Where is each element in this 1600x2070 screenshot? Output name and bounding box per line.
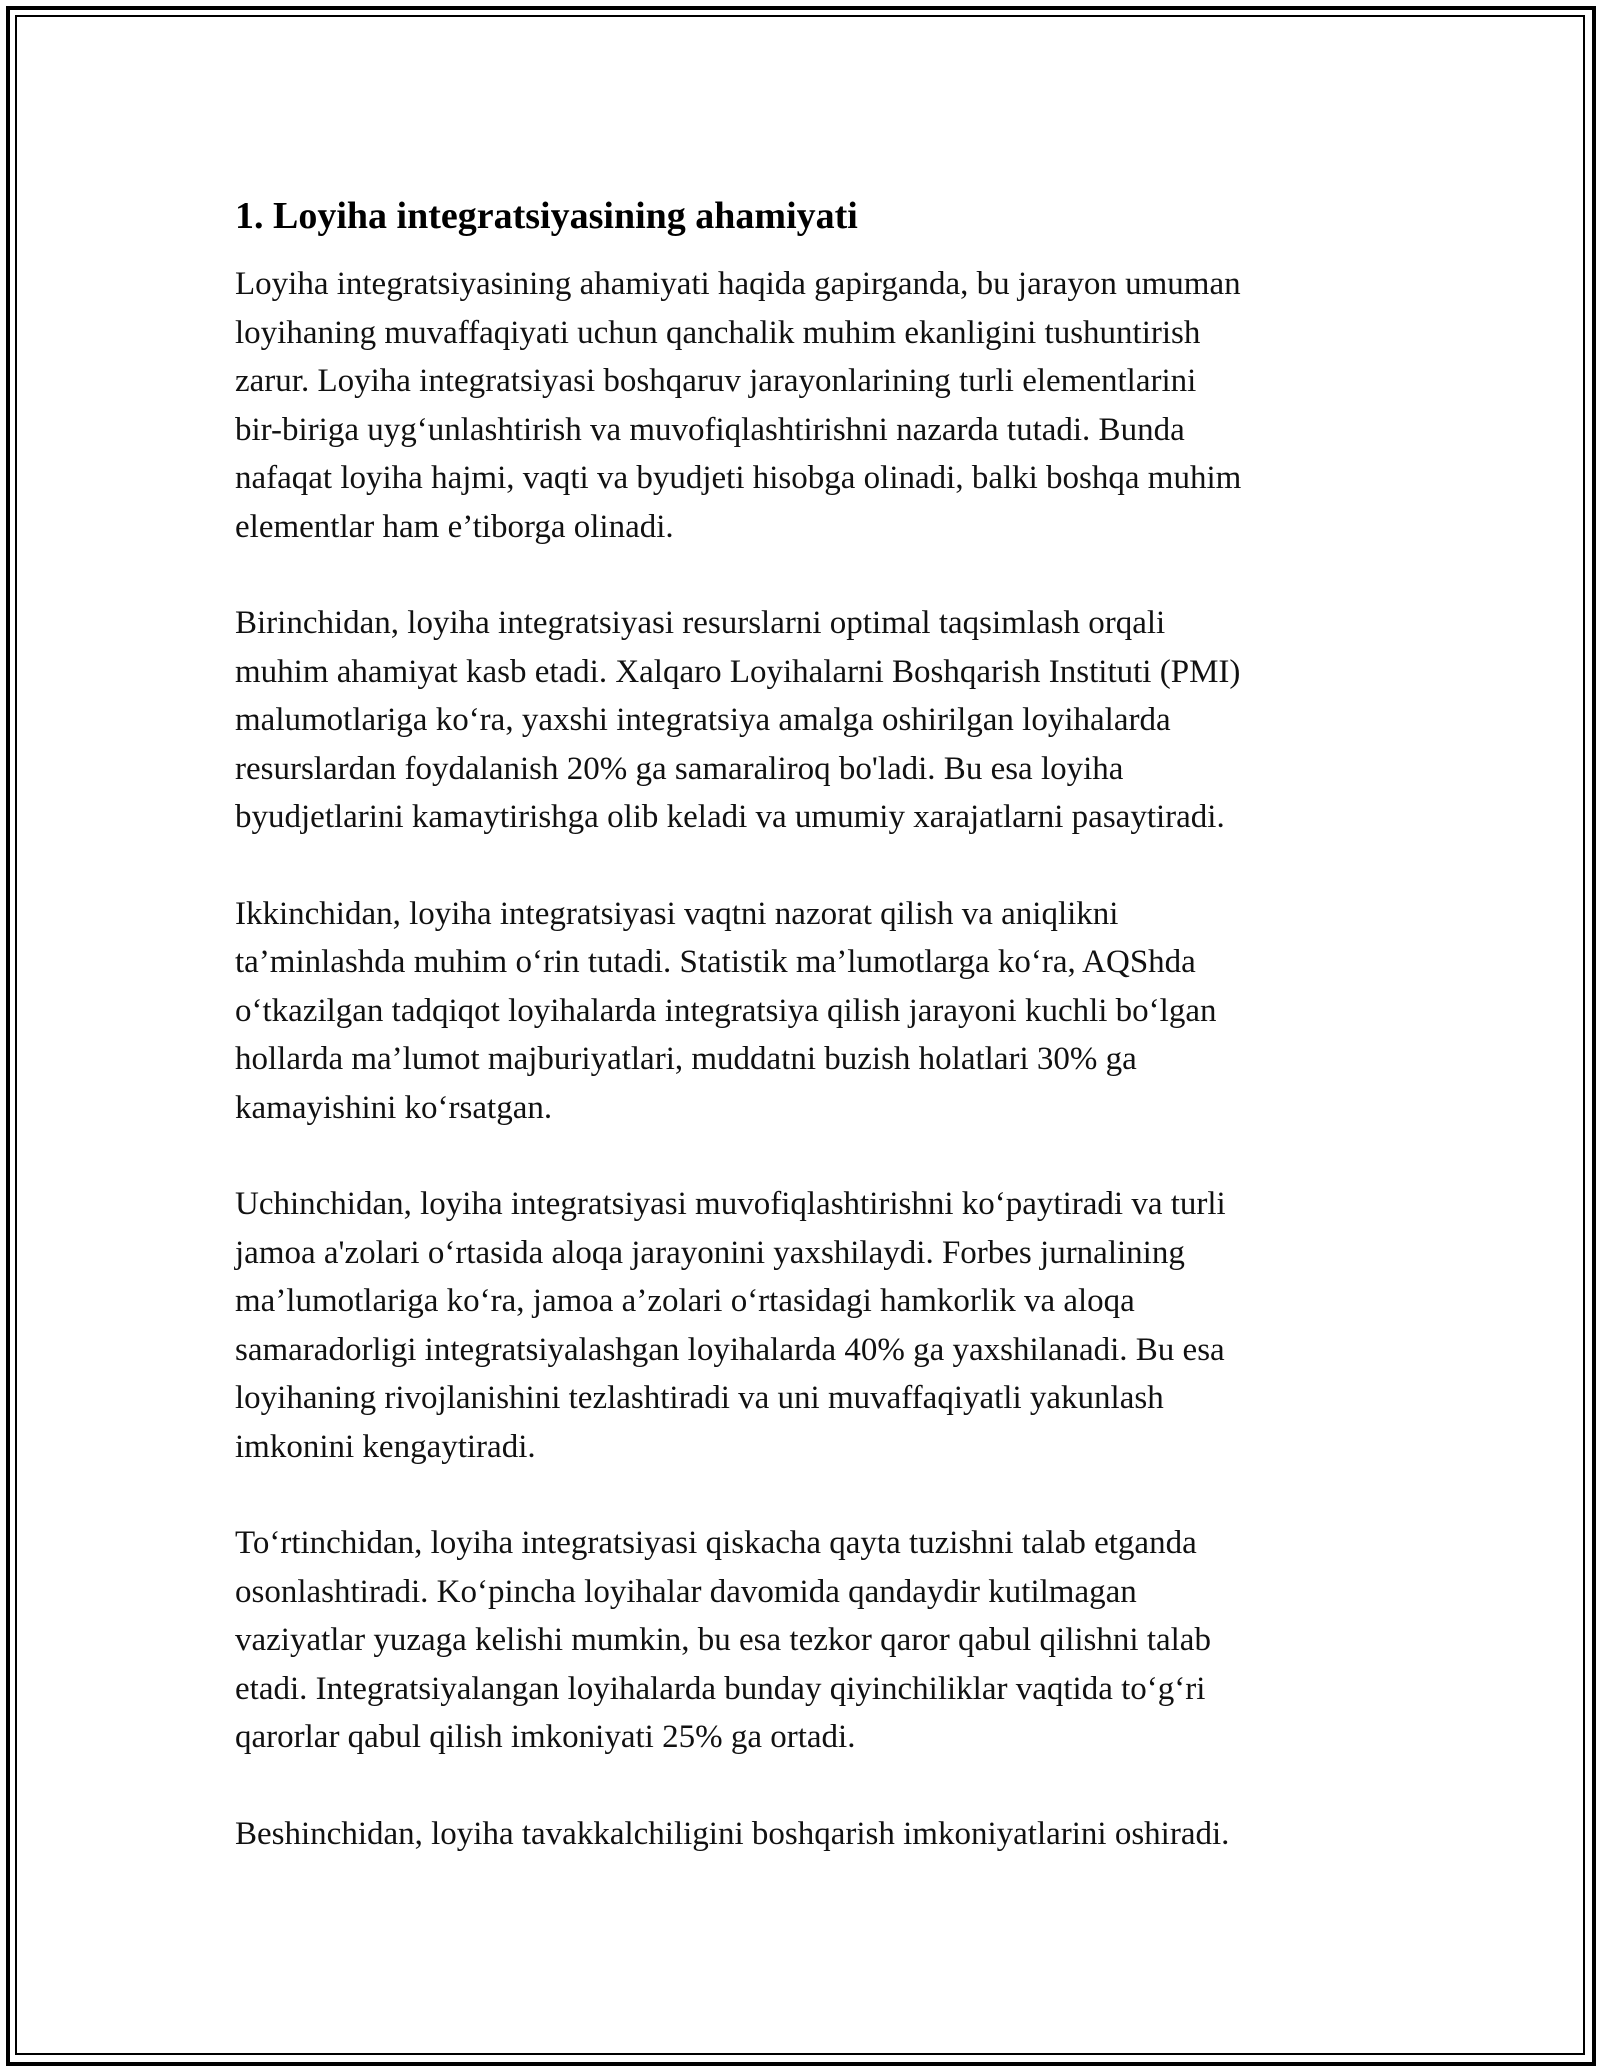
paragraph-line: zarur. Loyiha integratsiyasi boshqaruv jarayonlarining turli elementlarini xyxy=(235,363,1197,399)
paragraph-line: byudjetlarini kamaytirishga olib keladi va umumiy xarajatlarni pasaytiradi. xyxy=(235,799,1225,835)
document-body xyxy=(235,188,1375,1906)
paragraph-line: elementlar ham e’tiborga olinadi. xyxy=(235,508,674,545)
paragraph-line: malumotlariga ko‘ra, yaxshi integratsiya amalga oshirilgan loyihalarda xyxy=(235,702,1171,738)
section-heading: 1. Loyiha integratsiyasining ahamiyati xyxy=(235,195,858,237)
paragraph xyxy=(235,599,1375,842)
paragraph xyxy=(235,890,1375,1133)
paragraph-line: ma’lumotlariga ko‘ra, jamoa a’zolari o‘rtasidagi hamkorlik va aloqa xyxy=(235,1283,1135,1319)
paragraph-list xyxy=(235,260,1375,1858)
paragraph-line: Birinchidan, loyiha integratsiyasi resurslarni optimal taqsimlash orqali xyxy=(235,605,1166,641)
paragraph-line: etadi. Integratsiyalangan loyihalarda bunday qiyinchiliklar vaqtida to‘g‘ri xyxy=(235,1670,1206,1707)
paragraph-line: jamoa a'zolari o‘rtasida aloqa jarayonini yaxshilaydi. Forbes jurnalining xyxy=(235,1234,1185,1271)
paragraph xyxy=(235,260,1375,551)
paragraph-line: Beshinchidan, loyiha tavakkalchiligini boshqarish imkoniyatlarini oshiradi. xyxy=(235,1815,1230,1852)
paragraph-line: kamayishini ko‘rsatgan. xyxy=(235,1089,553,1126)
paragraph-line: osonlashtiradi. Ko‘pincha loyihalar davomida qandaydir kutilmagan xyxy=(235,1573,1137,1610)
paragraph-line: nafaqat loyiha hajmi, vaqti va byudjeti hisobga olinadi, balki boshqa muhim xyxy=(235,460,1242,496)
paragraph-line: loyihaning rivojlanishini tezlashtiradi va uni muvaffaqiyatli yakunlash xyxy=(235,1380,1164,1416)
paragraph xyxy=(235,1180,1375,1471)
paragraph xyxy=(235,1519,1375,1762)
paragraph-line: Ikkinchidan, loyiha integratsiyasi vaqtni nazorat qilish va aniqlikni xyxy=(235,895,1119,932)
paragraph-line: samaradorligi integratsiyalashgan loyihalarda 40% ga yaxshilanadi. Bu esa xyxy=(235,1331,1225,1368)
paragraph xyxy=(235,1810,1375,1859)
paragraph-line: Uchinchidan, loyiha integratsiyasi muvofiqlashtirishni ko‘paytiradi va turli xyxy=(235,1186,1226,1222)
paragraph-line: To‘rtinchidan, loyiha integratsiyasi qiskacha qayta tuzishni talab etganda xyxy=(235,1525,1197,1561)
paragraph-line: hollarda ma’lumot majburiyatlari, muddatni buzish holatlari 30% ga xyxy=(235,1041,1137,1077)
paragraph-line: muhim ahamiyat kasb etadi. Xalqaro Loyihalarni Boshqarish Instituti (PMI) xyxy=(235,653,1241,690)
paragraph-line: loyihaning muvaffaqiyati uchun qanchalik muhim ekanligini tushuntirish xyxy=(235,314,1201,351)
paragraph-line: resurslardan foydalanish 20% ga samaraliroq bo'ladi. Bu esa loyiha xyxy=(235,750,1124,787)
paragraph-line: bir-biriga uyg‘unlashtirish va muvofiqlashtirishni nazarda tutadi. Bunda xyxy=(235,411,1185,448)
paragraph-line: imkonini kengaytiradi. xyxy=(235,1428,536,1465)
paragraph-line: Loyiha integratsiyasining ahamiyati haqida gapirganda, bu jarayon umuman xyxy=(235,266,1241,302)
paragraph-line: qarorlar qabul qilish imkoniyati 25% ga ortadi. xyxy=(235,1719,856,1755)
paragraph-line: vaziyatlar yuzaga kelishi mumkin, bu esa tezkor qaror qabul qilishni talab xyxy=(235,1622,1211,1658)
paragraph-line: ta’minlashda muhim o‘rin tutadi. Statistik ma’lumotlarga ko‘ra, AQShda xyxy=(235,944,1196,980)
paragraph-line: o‘tkazilgan tadqiqot loyihalarda integratsiya qilish jarayoni kuchli bo‘lgan xyxy=(235,992,1217,1029)
